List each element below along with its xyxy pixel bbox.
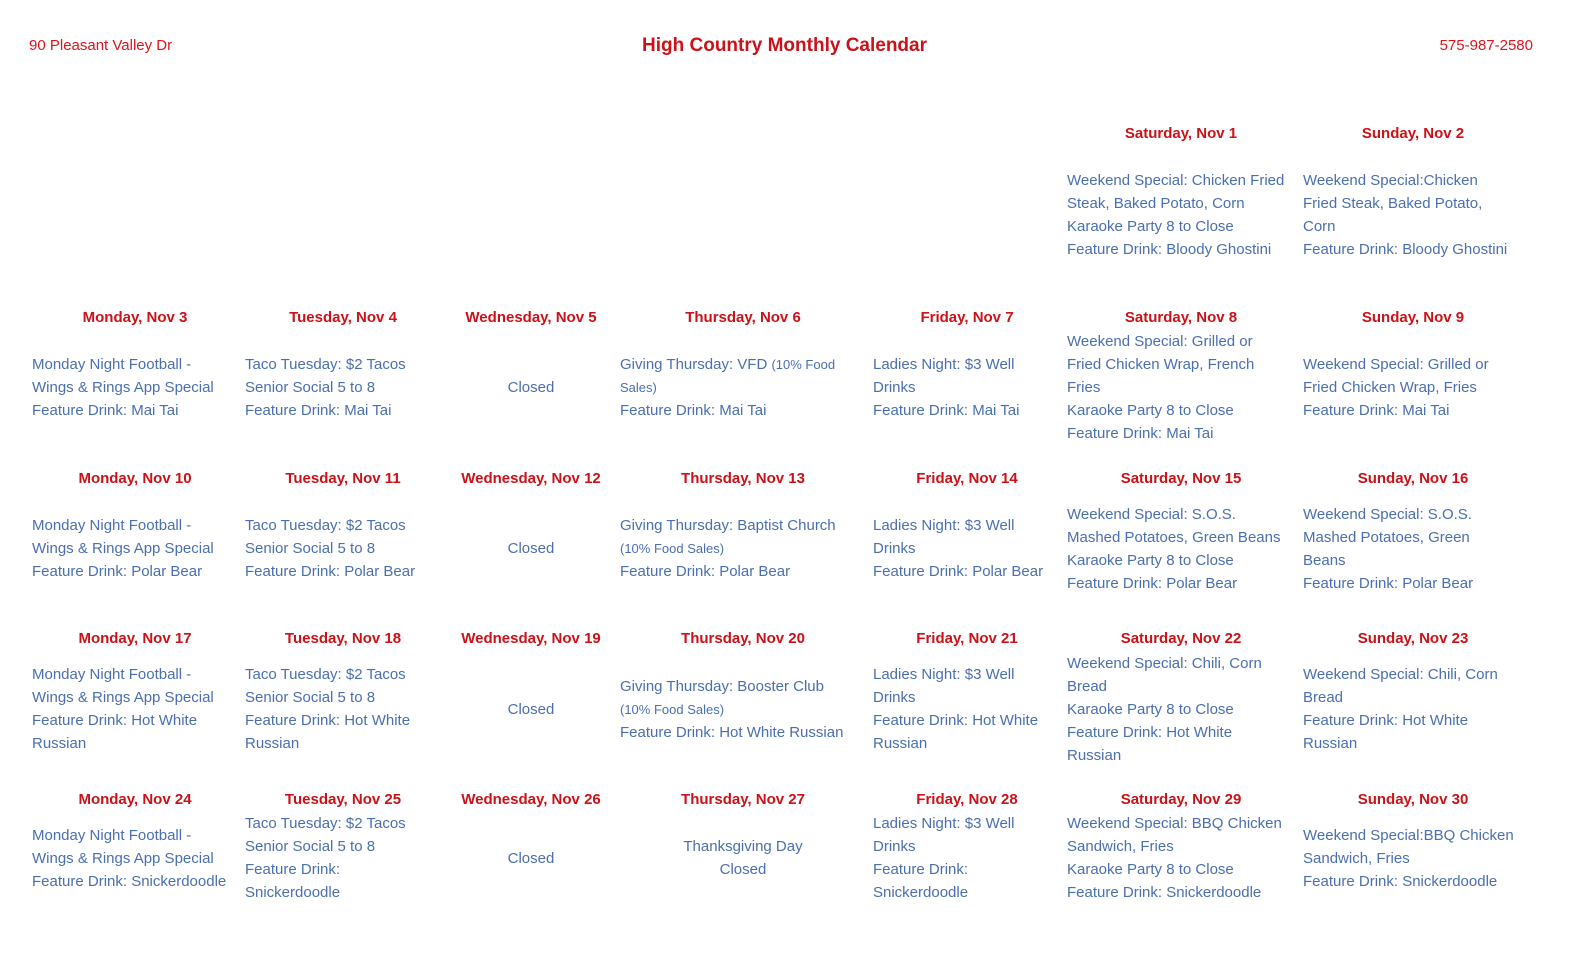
day-label-nov4: Tuesday, Nov 4 [289,309,397,326]
event-line: Weekend Special:BBQ Chicken [1303,827,1514,844]
event-line: Wings & Rings App Special [32,850,214,867]
page-title: High Country Monthly Calendar [642,35,927,56]
event-line: Snickerdoodle [873,884,969,901]
event-line: Fried Chicken Wrap, Fries [1303,379,1477,396]
event-line: Karaoke Party 8 to Close [1067,552,1234,569]
event-line: Weekend Special: Chili, Corn [1067,655,1262,672]
day-events-nov14 [873,514,1043,583]
day-label-nov20: Thursday, Nov 20 [681,630,805,647]
day-label-nov17: Monday, Nov 17 [78,630,192,647]
day-events-nov28 [873,812,1014,904]
event-line: Feature Drink: Hot White [873,712,1039,729]
day-events-nov11 [245,514,415,583]
day-events-nov7 [873,353,1019,422]
event-line: Feature Drink: Snickerdoodle [32,873,227,890]
day-label-nov29: Saturday, Nov 29 [1120,791,1242,808]
day-label-nov16: Sunday, Nov 16 [1357,470,1469,487]
day-label-nov22: Saturday, Nov 22 [1120,630,1242,647]
closed-note: Closed [507,379,555,396]
event-line: Feature Drink: Polar Bear [620,563,791,580]
event-line: Giving Thursday: Baptist Church [620,517,836,534]
day-events-nov15 [1067,503,1280,595]
event-line: Feature Drink: Bloody Ghostini [1067,241,1272,258]
event-line: Monday Night Football - [32,517,192,534]
event-line: Feature Drink: Polar Bear [1303,575,1474,592]
day-events-nov5 [431,376,631,399]
event-line: Senior Social 5 to 8 [245,838,376,855]
event-line: Feature Drink: Hot White [1067,724,1233,741]
event-line: Monday Night Football - [32,827,192,844]
event-line: Drinks [873,689,916,706]
event-line: Monday Night Football - [32,666,192,683]
day-events-nov22 [1067,652,1262,767]
event-line: Bread [1067,678,1108,695]
closed-note: Closed [719,861,767,878]
phone-number: 575-987-2580 [1439,37,1533,54]
event-line: Weekend Special: Chicken Fried [1067,172,1285,189]
event-line: Ladies Night: $3 Well [873,815,1015,832]
event-line: Senior Social 5 to 8 [245,689,376,706]
event-line: Russian [1067,747,1122,764]
event-line: Weekend Special: Chili, Corn [1303,666,1498,683]
day-label-nov30: Sunday, Nov 30 [1357,791,1469,808]
event-line: Taco Tuesday: $2 Tacos [245,356,406,373]
event-note: (10% Food Sales) [620,702,725,717]
event-line: Snickerdoodle [245,884,341,901]
day-label-nov6: Thursday, Nov 6 [685,309,801,326]
event-line: Drinks [873,838,916,855]
event-line: Feature Drink: [245,861,341,878]
event-line: Karaoke Party 8 to Close [1067,402,1234,419]
event-line: Wings & Rings App Special [32,379,214,396]
event-line: Feature Drink: Polar Bear [873,563,1044,580]
event-line: Fried Chicken Wrap, French [1067,356,1255,373]
event-line: Wings & Rings App Special [32,540,214,557]
event-line: Feature Drink: Hot White [1303,712,1469,729]
day-events-nov19 [431,698,631,721]
day-label-nov14: Friday, Nov 14 [916,470,1018,487]
event-line: Weekend Special: BBQ Chicken [1067,815,1282,832]
event-note: (10% Food Sales) [620,541,725,556]
day-events-nov25 [245,812,406,904]
day-label-nov24: Monday, Nov 24 [78,791,192,808]
event-line: Russian [1303,735,1358,752]
event-line [620,353,835,376]
event-line: Ladies Night: $3 Well [873,517,1015,534]
day-label-nov25: Tuesday, Nov 25 [284,791,402,808]
day-label-nov13: Thursday, Nov 13 [681,470,805,487]
event-line: Senior Social 5 to 8 [245,379,376,396]
day-label-nov18: Tuesday, Nov 18 [284,630,402,647]
event-line: Feature Drink: Mai Tai [245,402,392,419]
day-events-nov13 [620,514,836,583]
day-label-nov28: Friday, Nov 28 [916,791,1018,808]
event-line: Feature Drink: Mai Tai [32,402,179,419]
event-line: Feature Drink: Hot White Russian [620,724,844,741]
event-line: Karaoke Party 8 to Close [1067,218,1234,235]
event-line: Karaoke Party 8 to Close [1067,701,1234,718]
day-events-nov27 [643,835,843,881]
event-line: Sandwich, Fries [1303,850,1410,867]
day-events-nov17 [32,663,214,755]
event-line: Giving Thursday: Booster Club [620,678,824,695]
day-events-nov20 [620,675,843,744]
day-label-nov9: Sunday, Nov 9 [1361,309,1465,326]
event-line: Feature Drink: Mai Tai [1067,425,1214,442]
event-line: Weekend Special: S.O.S. [1067,506,1236,523]
event-line: Fried Steak, Baked Potato, [1303,195,1483,212]
event-line: Mashed Potatoes, Green [1303,529,1470,546]
day-label-nov8: Saturday, Nov 8 [1124,309,1238,326]
event-line: Feature Drink: Polar Bear [32,563,203,580]
event-line: Weekend Special:Chicken [1303,172,1478,189]
event-line: Feature Drink: Hot White [32,712,198,729]
day-events-nov3 [32,353,214,422]
closed-note: Closed [507,850,555,867]
day-events-nov10 [32,514,214,583]
event-line: Feature Drink: Snickerdoodle [1067,884,1262,901]
day-label-nov19: Wednesday, Nov 19 [461,630,601,647]
day-label-nov1: Saturday, Nov 1 [1124,125,1238,142]
event-line: Bread [1303,689,1344,706]
day-events-nov1 [1067,169,1284,261]
closed-note: Closed [507,540,555,557]
event-note: (10% Food [771,357,836,372]
event-line: Feature Drink: Mai Tai [873,402,1020,419]
day-events-nov29 [1067,812,1282,904]
day-events-nov24 [32,824,226,893]
event-line: Weekend Special: S.O.S. [1303,506,1472,523]
day-label-nov11: Tuesday, Nov 11 [285,470,401,487]
event-line: Wings & Rings App Special [32,689,214,706]
event-line: Taco Tuesday: $2 Tacos [245,666,406,683]
day-label-nov15: Saturday, Nov 15 [1120,470,1242,487]
day-events-nov8 [1067,330,1254,445]
event-line: Feature Drink: Polar Bear [245,563,416,580]
event-line: Senior Social 5 to 8 [245,540,376,557]
day-label-nov5: Wednesday, Nov 5 [465,309,597,326]
event-note: Sales) [620,380,657,395]
event-text: Giving Thursday: VFD [620,356,772,373]
day-label-nov3: Monday, Nov 3 [82,309,188,326]
day-events-nov18 [245,663,410,755]
address: 90 Pleasant Valley Dr [29,37,173,54]
event-line: Taco Tuesday: $2 Tacos [245,815,406,832]
event-line: Russian [245,735,300,752]
event-line: Feature Drink: Bloody Ghostini [1303,241,1508,258]
event-line: Mashed Potatoes, Green Beans [1067,529,1281,546]
event-line: Feature Drink: Polar Bear [1067,575,1238,592]
event-line: Feature Drink: Mai Tai [620,402,767,419]
event-line: Feature Drink: Mai Tai [1303,402,1450,419]
day-events-nov23 [1303,663,1498,755]
event-line: Feature Drink: [873,861,969,878]
event-line: Drinks [873,540,916,557]
day-events-nov4 [245,353,406,422]
event-line: Russian [873,735,928,752]
event-line: Weekend Special: Grilled or [1067,333,1253,350]
day-events-nov26 [431,847,631,870]
day-label-nov23: Sunday, Nov 23 [1357,630,1469,647]
event-line: Drinks [873,379,916,396]
event-line: Feature Drink: Snickerdoodle [1303,873,1498,890]
day-label-nov7: Friday, Nov 7 [920,309,1014,326]
event-line: Corn [1303,218,1336,235]
day-label-nov10: Monday, Nov 10 [78,470,192,487]
event-line: Karaoke Party 8 to Close [1067,861,1234,878]
day-events-nov6 [620,353,835,422]
event-line: Russian [32,735,87,752]
day-events-nov16 [1303,503,1473,595]
event-line: Thanksgiving Day [683,838,803,855]
day-events-nov30 [1303,824,1514,893]
closed-note: Closed [507,701,555,718]
event-line: Ladies Night: $3 Well [873,666,1015,683]
event-line: Steak, Baked Potato, Corn [1067,195,1245,212]
event-line: Ladies Night: $3 Well [873,356,1015,373]
event-line: Fries [1067,379,1101,396]
day-events-nov2 [1303,169,1507,261]
event-line: Taco Tuesday: $2 Tacos [245,517,406,534]
day-events-nov9 [1303,353,1489,422]
day-events-nov21 [873,663,1038,755]
day-label-nov12: Wednesday, Nov 12 [461,470,601,487]
day-label-nov27: Thursday, Nov 27 [681,791,805,808]
event-line: Feature Drink: Hot White [245,712,411,729]
event-line: Monday Night Football - [32,356,192,373]
day-events-nov12 [431,537,631,560]
day-label-nov21: Friday, Nov 21 [916,630,1018,647]
day-label-nov2: Sunday, Nov 2 [1361,125,1465,142]
day-label-nov26: Wednesday, Nov 26 [461,791,601,808]
event-line: Sandwich, Fries [1067,838,1174,855]
event-line: Weekend Special: Grilled or [1303,356,1489,373]
event-line: Beans [1303,552,1346,569]
